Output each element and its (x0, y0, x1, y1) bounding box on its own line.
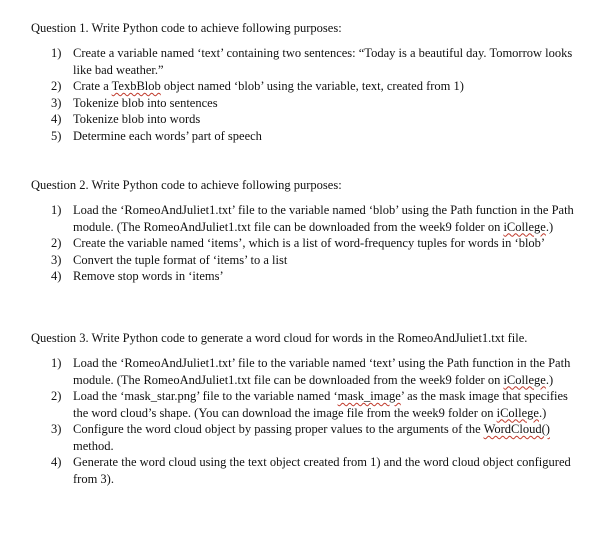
item-text (73, 112, 200, 126)
list-item (31, 388, 576, 421)
item-number: 4) (51, 455, 62, 469)
question-1 (31, 20, 576, 144)
item-number: 2) (51, 389, 62, 403)
question-3-list (31, 355, 576, 487)
text-segment: Generate the word cloud using the text object created from 1) and the word cloud object configured from 3). (73, 455, 571, 486)
question-1-list (31, 45, 576, 144)
item-text (73, 455, 571, 486)
item-text (73, 253, 287, 267)
item-number: 4) (51, 112, 62, 126)
item-text (73, 79, 464, 93)
question-1-title: Question 1. Write Python code to achieve following purposes: (31, 21, 342, 35)
item-number: 1) (51, 356, 62, 370)
text-segment: .) (545, 372, 554, 387)
text-segment: Load the ‘RomeoAndJuliet1.txt’ file to the variable named ‘text’ using the Path function in the Path module. (The RomeoAndJuliet1.txt file can be downloaded from the week9 folder on (73, 356, 571, 387)
item-text (73, 389, 568, 420)
question-2-title: Question 2. Write Python code to achieve following purposes: (31, 178, 342, 192)
text-segment: Remove stop words in ‘items’ (73, 269, 224, 283)
text-segment: Tokenize blob into sentences (73, 95, 218, 110)
text-segment: Create the variable named ‘items’, which is a list of word-frequency tuples for words in ‘blob’ (73, 236, 546, 250)
item-number: 4) (51, 269, 62, 283)
text-segment: .) (538, 405, 547, 420)
flagged-word: mask_image (337, 389, 401, 403)
item-text (73, 236, 545, 250)
text-segment: Configure the word cloud object by passing proper values to the arguments of the (73, 422, 484, 436)
list-item (31, 454, 576, 487)
item-text (73, 422, 550, 453)
flagged-word: iCollege (503, 219, 546, 234)
list-item (31, 128, 576, 145)
list-item (31, 111, 576, 128)
list-item (31, 95, 576, 112)
text-segment: .) (545, 219, 554, 234)
text-segment: Create a variable named ‘text’ containing two sentences: “Today is a beautiful day. Tomorrow looks like bad weather.” (73, 46, 573, 77)
item-text (73, 203, 574, 234)
question-3 (31, 330, 576, 487)
text-segment: Load the ‘RomeoAndJuliet1.txt’ file to the variable named ‘blob’ using the Path function in the Path module. (The RomeoAndJuliet1.txt file can be downloaded from the week9 folder on (73, 203, 574, 234)
flagged-word: iCollege (503, 372, 546, 387)
text-segment: Load the ‘mask_star.png’ file to the variable named ‘ (73, 389, 338, 403)
text-segment: Convert the tuple format of ‘items’ to a list (73, 252, 288, 267)
text-segment: object named ‘blob’ using the variable, text, created from 1) (160, 79, 464, 93)
list-item (31, 268, 576, 285)
list-item (31, 78, 576, 95)
item-text (73, 129, 262, 143)
item-number: 3) (51, 95, 62, 110)
item-number: 2) (51, 236, 62, 250)
list-item (31, 355, 576, 388)
item-text (73, 356, 570, 387)
text-segment: Crate a (73, 79, 112, 93)
flagged-word: WordCloud() (483, 422, 550, 436)
list-item (31, 252, 576, 269)
flagged-word: TexbBlob (111, 79, 161, 93)
list-item (31, 202, 576, 235)
item-number: 5) (51, 128, 62, 143)
list-item (31, 235, 576, 252)
item-number: 1) (51, 46, 62, 60)
list-item (31, 45, 576, 78)
question-3-title: Question 3. Write Python code to generate a word cloud for words in the RomeoAndJuliet1.txt file. (31, 331, 528, 345)
flagged-word: iCollege (496, 405, 539, 420)
item-text (73, 96, 218, 110)
question-2-list (31, 202, 576, 285)
item-number: 3) (51, 422, 62, 436)
text-segment: ’ as the mask image that specifies the word cloud’s shape. (You can download the image file from the week9 folder on (73, 389, 568, 420)
text-segment: Tokenize blob into words (73, 112, 201, 126)
item-text (73, 46, 572, 77)
text-segment: Determine each words’ part of speech (73, 128, 262, 143)
list-item (31, 421, 576, 454)
item-number: 3) (51, 252, 62, 267)
item-number: 2) (51, 79, 62, 93)
item-text (73, 269, 224, 283)
item-number: 1) (51, 203, 62, 217)
question-2 (31, 177, 576, 285)
text-segment: method. (73, 438, 114, 453)
